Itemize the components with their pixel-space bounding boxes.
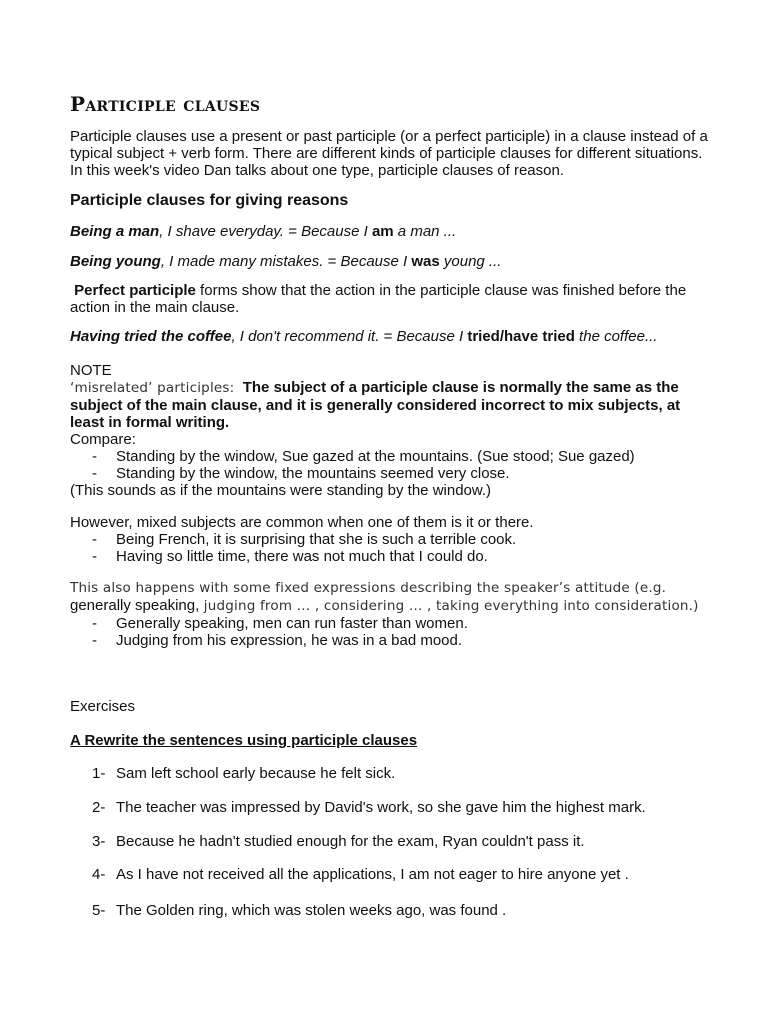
note-label: NOTE: [70, 362, 112, 379]
example-phrase: Being young: [70, 253, 161, 270]
example-text: , I shave everyday. = Because I: [159, 223, 372, 240]
exercise-number: 1-: [92, 765, 106, 782]
example-tail: young ...: [439, 253, 502, 270]
exercise-text: Because he hadn't studied enough for the exam, Ryan couldn't pass it.: [116, 833, 585, 850]
exercise-text: The Golden ring, which was stolen weeks ago, was found .: [116, 902, 507, 919]
list-item: - Standing by the window, the mountains seemed very close.: [70, 465, 710, 482]
example-verb: was: [411, 253, 440, 270]
perfect-participle-paragraph: [70, 282, 710, 316]
note-section: [70, 362, 710, 499]
mixed-subjects-list: [70, 531, 710, 565]
example-tail: a man ...: [393, 223, 457, 240]
list-item: - Judging from his expression, he was in a bad mood.: [70, 632, 710, 649]
exercise-text: Sam left school early because he felt sick.: [116, 765, 396, 782]
exercise-number: 3-: [92, 833, 106, 850]
note-rule: [70, 379, 710, 431]
example-verb: am: [371, 223, 394, 240]
exercise-number: 5-: [92, 902, 106, 919]
example-text: , I made many mistakes. = Because I: [160, 253, 412, 270]
fixed-expressions-list: [70, 615, 710, 649]
exercise-text: The teacher was impressed by David's work, so she gave him the highest mark.: [116, 799, 646, 816]
perfect-participle-text: forms show that the action in the participle clause was finished before the action in the main clause.: [70, 282, 687, 316]
list-item: - Being French, it is surprising that she is such a terrible cook.: [70, 531, 710, 548]
example-verb: tried/have tried: [467, 328, 575, 345]
mixed-subjects-section: [70, 514, 710, 565]
list-item: - Generally speaking, men can run faster than women.: [70, 615, 710, 632]
mixed-subjects-text: However, mixed subjects are common when one of them is it or there.: [70, 514, 534, 531]
compare-note: (This sounds as if the mountains were standing by the window.): [70, 482, 492, 499]
intro-paragraph: Participle clauses use a present or past participle (or a perfect participle) in a clause instead of a typical subject + verb form. There are different kinds of participle clauses for different situations. In this week's video Dan talks about one type, participle clauses of reason.: [70, 128, 708, 179]
example-phrase: Being a man: [70, 223, 160, 240]
other-expressions-text: judging from … , considering … , taking everything into consideration.): [199, 598, 699, 614]
example-being-a-man: [70, 223, 710, 240]
fixed-expressions-section: [70, 580, 710, 649]
exercise-number: 2-: [92, 799, 106, 816]
compare-list: [70, 448, 710, 482]
list-item: - Having so little time, there was not much that I could do.: [70, 548, 710, 565]
exercises-label: Exercises: [70, 698, 136, 715]
note-rule-text: The subject of a participle clause is normally the same as the subject of the main clause, and it is generally considered incorrect to mix subjects, at least in formal writing.: [70, 379, 681, 431]
example-being-young: [70, 253, 710, 270]
exercise-number: 4-: [92, 866, 106, 883]
perfect-participle-term: Perfect participle: [74, 282, 196, 299]
fixed-expressions-intro: This also happens with some fixed expressions describing the speaker’s attitude (e.g.: [70, 580, 667, 596]
fixed-expressions-examples: [70, 597, 710, 615]
example-tail: the coffee...: [574, 328, 658, 345]
example-text: , I don't recommend it. = Because I: [231, 328, 468, 345]
page-title: Participle clauses: [70, 92, 261, 116]
exercise-text: As I have not received all the applications, I am not eager to hire anyone yet .: [116, 866, 629, 883]
exercise-a-heading: A Rewrite the sentences using participle clauses: [70, 732, 418, 749]
misrelated-label: ‘misrelated’ participles:: [70, 380, 235, 396]
section-heading: Participle clauses for giving reasons: [70, 192, 349, 209]
example-phrase: Having tried the coffee: [70, 328, 232, 345]
list-item: - Standing by the window, Sue gazed at the mountains. (Sue stood; Sue gazed): [70, 448, 710, 465]
example-having-tried: [70, 328, 710, 345]
generally-speaking-text: generally speaking,: [70, 597, 200, 614]
compare-label: Compare:: [70, 431, 136, 448]
